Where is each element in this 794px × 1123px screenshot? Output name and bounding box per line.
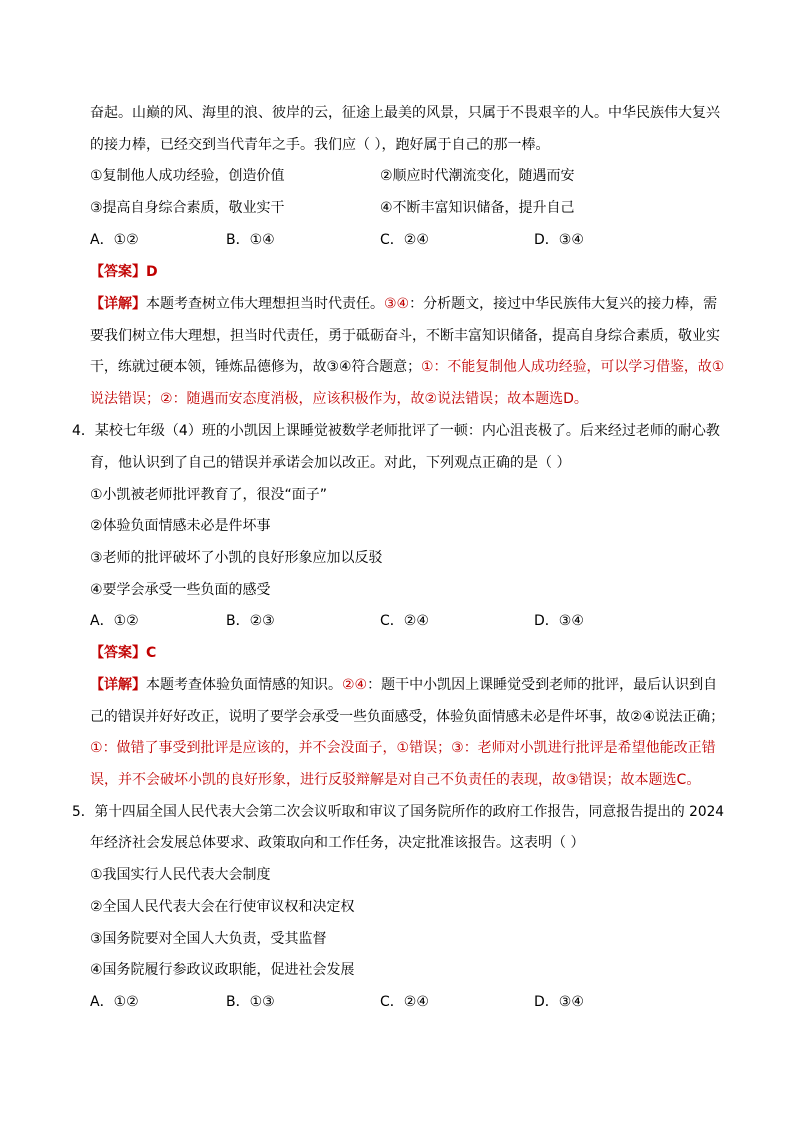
q3-answer <box>90 262 158 282</box>
detail-highlight: ③ <box>451 740 464 756</box>
detail-highlight: ②④ <box>342 677 368 693</box>
q4-option-2: ②体验负面情感未必是件坏事 <box>90 518 271 534</box>
q4-choice-a: A．①② <box>90 613 139 629</box>
detail-text: ：做错了事受到批评是应该的，并不会没面子，①错误； <box>102 740 452 756</box>
detail-label: 【详解】 <box>90 677 146 693</box>
question-number: 4． <box>72 423 95 439</box>
answer-label: 【答案】 <box>90 645 146 661</box>
q5-choice-b: B．①③ <box>226 994 275 1010</box>
q5-choice-c: C．②④ <box>380 994 429 1010</box>
detail-text: ：随遇而安态度消极，应该积极作为，故②说法错误；故本题选D。 <box>172 391 588 407</box>
q3-stem-line-1: 奋起。山巅的风、海里的浪、彼岸的云，征途上最美的风景，只属于不畏艰辛的人。中华民族伟大复兴 <box>90 105 720 121</box>
q4-choice-b: B．②③ <box>226 613 275 629</box>
q3-option-1: ①复制他人成功经验，创造价值 <box>90 168 285 184</box>
q5-choice-a: A．①② <box>90 994 139 1010</box>
q4-answer <box>90 643 156 663</box>
q5-stem-line-2: 年经济社会发展总体要求、政策取向和工作任务，决定批准该报告。这表明（ ） <box>90 835 585 851</box>
q4-detail-line-3 <box>90 738 716 758</box>
detail-highlight: ① <box>421 359 434 375</box>
detail-text: ：分析题文，接过中华民族伟大复兴的接力棒，需 <box>409 296 718 312</box>
detail-label: 【详解】 <box>90 296 146 312</box>
q3-choice-b: B．①④ <box>226 232 275 248</box>
detail-text: 说法错误； <box>90 391 160 407</box>
q4-choice-c: C．②④ <box>380 613 429 629</box>
q5-choice-d: D．③④ <box>534 994 584 1010</box>
q5-stem-line-1 <box>72 802 724 822</box>
q4-detail-line-2: 己的错误并好好改正，说明了要学会承受一些负面感受，体验负面情感未必是件坏事，故②④说法正确； <box>90 709 725 725</box>
q3-detail-line-1 <box>90 294 717 314</box>
q3-option-3: ③提高自身综合素质，敬业实干 <box>90 200 285 216</box>
detail-text: 干，练就过硬本领，锤炼品德修为，故③④符合题意； <box>90 359 422 375</box>
q3-option-2: ②顺应时代潮流变化，随遇而安 <box>380 168 575 184</box>
detail-text: ：不能复制他人成功经验，可以学习借鉴，故① <box>433 359 725 375</box>
detail-text: 本题考查树立伟大理想担当时代责任。 <box>146 296 384 312</box>
q3-choice-a: A．①② <box>90 232 139 248</box>
q3-choice-d: D．③④ <box>534 232 584 248</box>
q5-option-2: ②全国人民代表大会在行使审议权和决定权 <box>90 899 355 915</box>
question-text: 某校七年级（4）班的小凯因上课睡觉被数学老师批评了一顿：内心沮丧极了。后来经过老师的耐心教 <box>94 423 720 439</box>
q4-option-3: ③老师的批评破坏了小凯的良好形象应加以反驳 <box>90 550 383 566</box>
q3-detail-line-2: 要我们树立伟大理想，担当时代责任，勇于砥砺奋斗，不断丰富知识储备，提高自身综合素质，敬业实 <box>90 328 720 344</box>
q4-option-4: ④要学会承受一些负面的感受 <box>90 582 271 598</box>
q3-detail-line-4 <box>90 389 588 409</box>
q4-choice-d: D．③④ <box>534 613 584 629</box>
answer-label: 【答案】 <box>90 264 146 280</box>
q3-stem-line-2: 的接力棒，已经交到当代青年之手。我们应（ ），跑好属于自己的那一棒。 <box>90 137 550 153</box>
q4-detail-line-4: 误，并不会破坏小凯的良好形象，进行反驳辩解是对自己不负责任的表现，故③错误；故本题选C。 <box>90 772 701 788</box>
detail-text: ：题干中小凯因上课睡觉受到老师的批评，最后认识到自 <box>367 677 718 693</box>
detail-text: ：老师对小凯进行批评是希望他能改正错 <box>463 740 716 756</box>
q5-option-4: ④国务院履行参政议政职能，促进社会发展 <box>90 962 355 978</box>
q3-choice-c: C．②④ <box>380 232 429 248</box>
q3-detail-line-3 <box>90 357 724 377</box>
answer-value: C <box>146 645 157 661</box>
detail-text: 本题考查体验负面情感的知识。 <box>146 677 342 693</box>
question-text: 第十四届全国人民代表大会第二次会议听取和审议了国务院所作的政府工作报告，同意报告提出的 2024 <box>94 804 725 820</box>
q3-option-4: ④不断丰富知识储备，提升自己 <box>380 200 575 216</box>
q4-detail-line-1 <box>90 675 717 695</box>
q4-stem-line-1 <box>72 421 720 441</box>
question-number: 5． <box>72 804 95 820</box>
q5-option-1: ①我国实行人民代表大会制度 <box>90 867 271 883</box>
q5-option-3: ③国务院要对全国人大负责，受其监督 <box>90 931 327 947</box>
q4-stem-line-2: 育，他认识到了自己的错误并承诺会加以改正。对此，下列观点正确的是（ ） <box>90 455 571 471</box>
detail-highlight: ① <box>90 740 103 756</box>
detail-highlight: ③④ <box>384 296 410 312</box>
detail-highlight: ② <box>160 391 173 407</box>
q4-option-1: ①小凯被老师批评教育了，很没“面子” <box>90 487 328 503</box>
answer-value: D <box>146 264 158 280</box>
